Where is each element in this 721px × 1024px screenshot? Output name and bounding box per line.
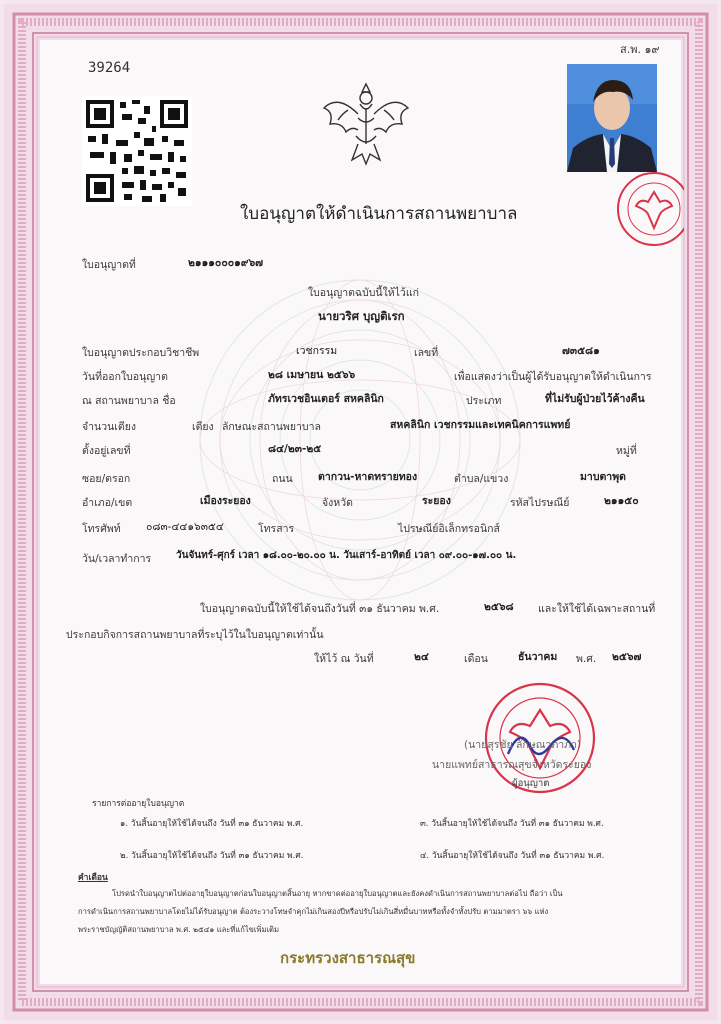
district-value: เมืองระยอง [200, 495, 251, 507]
certificate-paper [40, 40, 681, 984]
phone-label: โทรศัพท์ [82, 523, 121, 535]
profession-no-value: ๗๓๕๘๑ [562, 345, 600, 357]
issued-to-label: ใบอนุญาตฉบับนี้ให้ไว้แก่ [308, 287, 419, 299]
seal-stamp-icon [614, 164, 684, 254]
province-label: จังหวัด [322, 497, 353, 509]
district-label: อำเภอ/เขต [82, 497, 133, 509]
given-label: ให้ไว้ ณ วันที่ [314, 653, 374, 665]
validity-text-1: ใบอนุญาตฉบับนี้ให้ใช้ได้จนถึงวันที่ ๓๑ ธันวาคม พ.ศ. [200, 603, 440, 615]
warning-line-2: การดำเนินการสถานพยาบาลโดยไม่ได้รับอนุญาต ต้องระวางโทษจำคุกไม่เกินสองปีหรือปรับไม่เกินสี่หมื่นบาทหรือทั้งจำทั้งปรับ ตามมาตรา ๖๖ แห่ง [78, 907, 549, 916]
signer-role: ผู้อนุญาต [512, 778, 550, 789]
renewal-item-4: ๔. วันสิ้นอายุให้ใช้ได้จนถึง วันที่ ๓๑ ธันวาคม พ.ศ. [420, 851, 605, 861]
address-no-label: ตั้งอยู่เลขที่ [82, 445, 131, 457]
applicant-photo [567, 64, 657, 172]
renewal-item-3: ๓. วันสิ้นอายุให้ใช้ได้จนถึง วันที่ ๓๑ ธันวาคม พ.ศ. [420, 819, 604, 829]
qr-code-icon[interactable] [82, 96, 192, 206]
given-year: ๒๕๖๗ [612, 651, 642, 663]
postcode-value: ๒๑๑๕๐ [604, 495, 639, 507]
moo-label: หมู่ที่ [616, 445, 637, 457]
phone-value: ๐๘๓-๔๔๑๖๓๕๔ [146, 521, 224, 533]
issue-date-suffix: เพื่อแสดงว่าเป็นผู้ได้รับอนุญาตให้ดำเนินการ [454, 371, 652, 383]
ministry-footer: กระทรวงสาธารณสุข [280, 949, 416, 967]
warning-line-3: พระราชบัญญัติสถานพยาบาล พ.ศ. ๒๕๔๑ และที่แก้ไขเพิ่มเติม [78, 925, 279, 934]
soi-label: ซอย/ตรอก [82, 473, 131, 485]
licensee-name: นายวริศ บุญติเรก [318, 309, 405, 323]
given-month-label: เดือน [464, 653, 488, 665]
hours-label: วัน/เวลาทำการ [82, 553, 152, 565]
issue-date-label: วันที่ออกใบอนุญาต [82, 371, 168, 383]
facility-name-value: ภัทรเวชอินเตอร์ สหคลินิก [268, 393, 384, 405]
serial-number: 39264 [88, 60, 131, 76]
signer-title: นายแพทย์สาธารณสุขจังหวัดระยอง [432, 759, 592, 771]
validity-text-2: และให้ใช้ได้เฉพาะสถานที่ [538, 603, 656, 615]
renewal-item-2: ๒. วันสิ้นอายุให้ใช้ได้จนถึง วันที่ ๓๑ ธันวาคม พ.ศ. [120, 851, 304, 861]
facility-type-label: ประเภท [466, 395, 502, 407]
subdistrict-value: มาบตาพุด [580, 471, 626, 483]
warning-heading: คำเตือน [78, 873, 108, 883]
validity-year: ๒๕๖๘ [484, 601, 514, 613]
given-day: ๒๔ [414, 651, 429, 663]
warning-line-1: โปรดนำใบอนุญาตไปต่ออายุใบอนุญาตก่อนใบอนุญาตสิ้นอายุ หากขาดต่ออายุใบอนุญาตและยังคงดำเนินการสถานพยาบาลต่อไป ถือว่า เป็น [112, 889, 563, 898]
profession-label: ใบอนุญาตประกอบวิชาชีพ [82, 347, 200, 359]
province-value: ระยอง [422, 495, 451, 507]
given-month: ธันวาคม [518, 651, 558, 663]
email-label: ไปรษณีย์อิเล็กทรอนิกส์ [398, 523, 500, 535]
certificate-title: ใบอนุญาตให้ดำเนินการสถานพยาบาล [240, 204, 518, 224]
facility-nature-label: ลักษณะสถานพยาบาล [222, 421, 321, 433]
profession-no-label: เลขที่ [414, 347, 439, 359]
postcode-label: รหัสไปรษณีย์ [510, 497, 570, 509]
signer-name: (นายสุรชัย ลักษณาภาภา) [464, 739, 582, 751]
license-number-value: ๒๑๑๑๐๐๐๑๙๖๗ [188, 257, 264, 269]
profession-value: เวชกรรม [296, 345, 338, 357]
facility-type-value: ที่ไม่รับผู้ป่วยไว้ค้างคืน [545, 393, 645, 405]
address-no-value: ๘๔/๒๓-๒๕ [268, 443, 322, 455]
renewal-item-1: ๑. วันสิ้นอายุให้ใช้ได้จนถึง วันที่ ๓๑ ธันวาคม พ.ศ. [120, 819, 304, 829]
road-label: ถนน [272, 473, 293, 485]
beds-label: จำนวนเตียง [82, 421, 136, 433]
fax-label: โทรสาร [258, 523, 295, 535]
facility-name-label: ณ สถานพยาบาล ชื่อ [82, 395, 176, 407]
validity-text-3: ประกอบกิจการสถานพยาบาลที่ระบุไว้ในใบอนุญาตเท่านั้น [66, 629, 324, 641]
subdistrict-label: ตำบล/แขวง [454, 473, 509, 485]
license-number-label: ใบอนุญาตที่ [82, 259, 136, 271]
form-code: ส.พ. ๑๙ [620, 43, 660, 56]
facility-nature-value: สหคลินิก เวชกรรมและเทคนิคการแพทย์ [390, 419, 571, 431]
hours-value: วันจันทร์-ศุกร์ เวลา ๑๘.๐๐-๒๐.๐๐ น. วันเสาร์-อาทิตย์ เวลา ๐๙.๐๐-๑๗.๐๐ น. [176, 550, 517, 561]
garuda-emblem-icon [318, 74, 414, 170]
beds-unit: เตียง [192, 421, 214, 433]
renewals-heading: รายการต่ออายุใบอนุญาต [92, 799, 185, 809]
given-year-label: พ.ศ. [576, 653, 597, 665]
issue-date-value: ๒๘ เมษายน ๒๕๖๖ [268, 369, 356, 381]
road-value: ตากวน-หาดทรายทอง [318, 471, 418, 483]
